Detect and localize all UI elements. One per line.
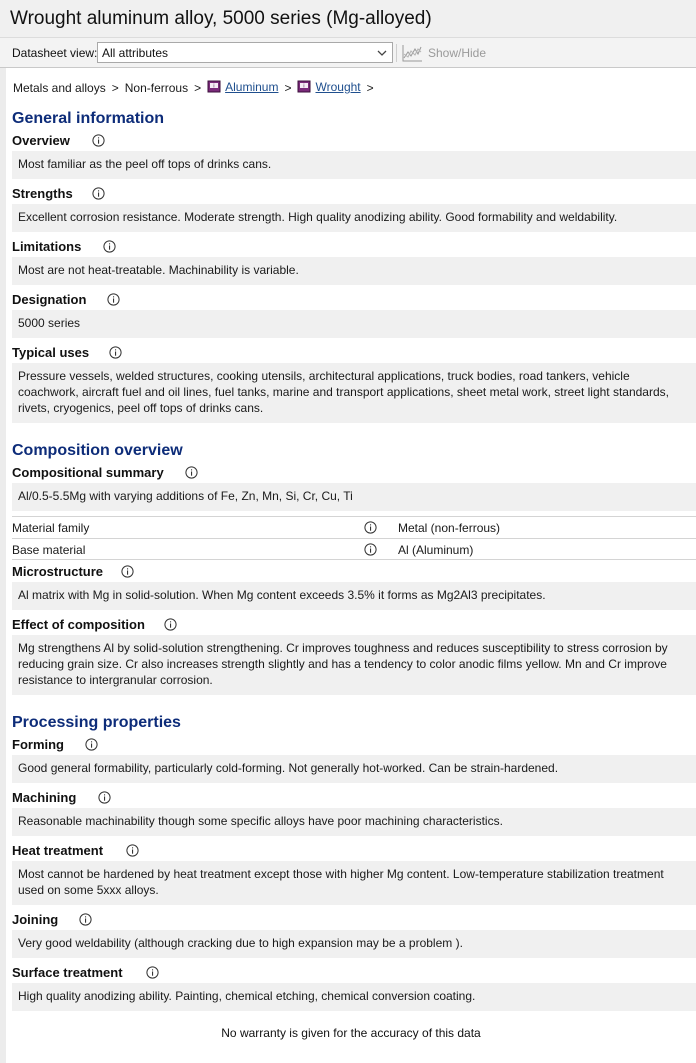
property-material-family-label: Material family [12,521,90,535]
attr-machining-label: Machining [12,790,77,805]
svg-text:i: i [303,83,306,90]
attr-overview-label: Overview [12,133,70,148]
attr-surface-treatment-value: High quality anodizing ability. Painting, chemical etching, chemical conversion coating. [12,983,696,1011]
info-circle-icon[interactable] [126,844,139,857]
svg-text:i: i [213,83,215,90]
info-circle-icon[interactable] [146,966,159,979]
attr-compositional-summary-label: Compositional summary [12,465,164,480]
attr-effect-of-composition-label: Effect of composition [12,617,145,632]
breadcrumb-separator: > [194,80,202,95]
info-circle-icon[interactable] [364,543,377,556]
warranty-note: No warranty is given for the accuracy of this data [221,1026,481,1040]
datasheet-content [0,68,696,1063]
attr-limitations-label: Limitations [12,239,82,254]
attr-strengths-label: Strengths [12,186,73,201]
chevron-down-icon [375,46,389,60]
info-circle-icon[interactable] [164,618,177,631]
property-material-family-value: Metal (non-ferrous) [398,521,501,535]
datasheet-view-select[interactable] [97,42,393,63]
info-circle-icon[interactable] [103,240,116,253]
info-circle-icon[interactable] [92,187,105,200]
breadcrumb-separator: > [366,80,374,95]
attr-limitations-value: Most are not heat-treatable. Machinability is variable. [12,257,696,285]
attr-designation-value: 5000 series [12,310,696,338]
info-circle-icon[interactable] [185,466,198,479]
attr-strengths-value: Excellent corrosion resistance. Moderate strength. High quality anodizing ability. Good formability and weldability. [12,204,696,232]
breadcrumb-link-wrought[interactable]: Wrought [315,80,361,94]
datasheet-view-value: All attributes [102,46,169,60]
attr-heat-treatment-value: Most cannot be hardened by heat treatment except those with higher Mg content. Low-temperature stabilization treatment used on some 5xxx alloys. [12,861,696,905]
window-title: Wrought aluminum alloy, 5000 series (Mg-alloyed) [10,8,432,29]
attr-joining-label: Joining [12,912,59,927]
info-circle-icon[interactable] [364,521,377,534]
breadcrumb-non-ferrous: Non-ferrous [124,80,189,95]
section-heading-processing: Processing properties [12,714,181,731]
attr-microstructure-value: Al matrix with Mg in solid-solution. When Mg content exceeds 3.5% it forms as Mg2Al3 precipitates. [12,582,696,610]
datasheet-view-label: Datasheet view: [12,46,98,60]
section-heading-composition: Composition overview [12,442,183,459]
attr-compositional-summary-value: Al/0.5-5.5Mg with varying additions of Fe, Zn, Mn, Si, Cr, Cu, Ti [12,483,696,511]
info-circle-icon[interactable] [98,791,111,804]
info-circle-icon[interactable] [107,293,120,306]
property-row-base-material [12,538,696,560]
info-circle-icon[interactable] [121,565,134,578]
breadcrumb-separator: > [284,80,292,95]
attr-surface-treatment-label: Surface treatment [12,965,123,980]
breadcrumb-link-aluminum[interactable]: Aluminum [225,80,279,94]
book-icon [207,80,223,94]
property-base-material-value: Al (Aluminum) [398,543,474,557]
attr-typical-uses-value: Pressure vessels, welded structures, cooking utensils, architectural applications, truck bodies, road tankers, vehicle coachwork, aircraft fuel and oil lines, fuel tanks, marine and transport applications, sheet metal work, street light standards, rivets, cryogenics, peel off tops of drinks cans. [12,363,696,423]
attr-forming-value: Good general formability, particularly cold-forming. Not generally hot-worked. Can be strain-hardened. [12,755,696,783]
show-hide-label: Show/Hide [428,46,487,60]
info-circle-icon[interactable] [79,913,92,926]
attr-joining-value: Very good weldability (although cracking due to high expansion may be a problem ). [12,930,696,958]
attr-overview-value: Most familiar as the peel off tops of drinks cans. [12,151,696,179]
attr-microstructure-label: Microstructure [12,564,104,579]
property-base-material-label: Base material [12,543,86,557]
graph-icon [401,43,423,63]
toolbar-separator [396,44,397,62]
book-icon [297,80,313,94]
attr-heat-treatment-label: Heat treatment [12,843,104,858]
attr-typical-uses-label: Typical uses [12,345,90,360]
breadcrumb-metals: Metals and alloys [13,80,106,95]
breadcrumb [13,80,380,96]
info-circle-icon[interactable] [85,738,98,751]
property-row-material-family [12,516,696,538]
info-circle-icon[interactable] [92,134,105,147]
attr-designation-label: Designation [12,292,87,307]
window-titlebar [0,0,696,38]
attr-forming-label: Forming [12,737,64,752]
section-heading-general: General information [12,110,165,127]
attr-machining-value: Reasonable machinability though some specific alloys have poor machining characteristics. [12,808,696,836]
datasheet-toolbar [0,38,696,68]
attr-effect-of-composition-value: Mg strengthens Al by solid-solution strengthening. Cr improves toughness and reduces susceptibility to stress corrosion by reducing grain size. Cr also increases strength slightly and has a tendency to color anodic films yellow. Mn and Cr improve resistance to intergranular corrosion. [12,635,696,695]
breadcrumb-separator: > [111,80,119,95]
info-circle-icon[interactable] [109,346,122,359]
